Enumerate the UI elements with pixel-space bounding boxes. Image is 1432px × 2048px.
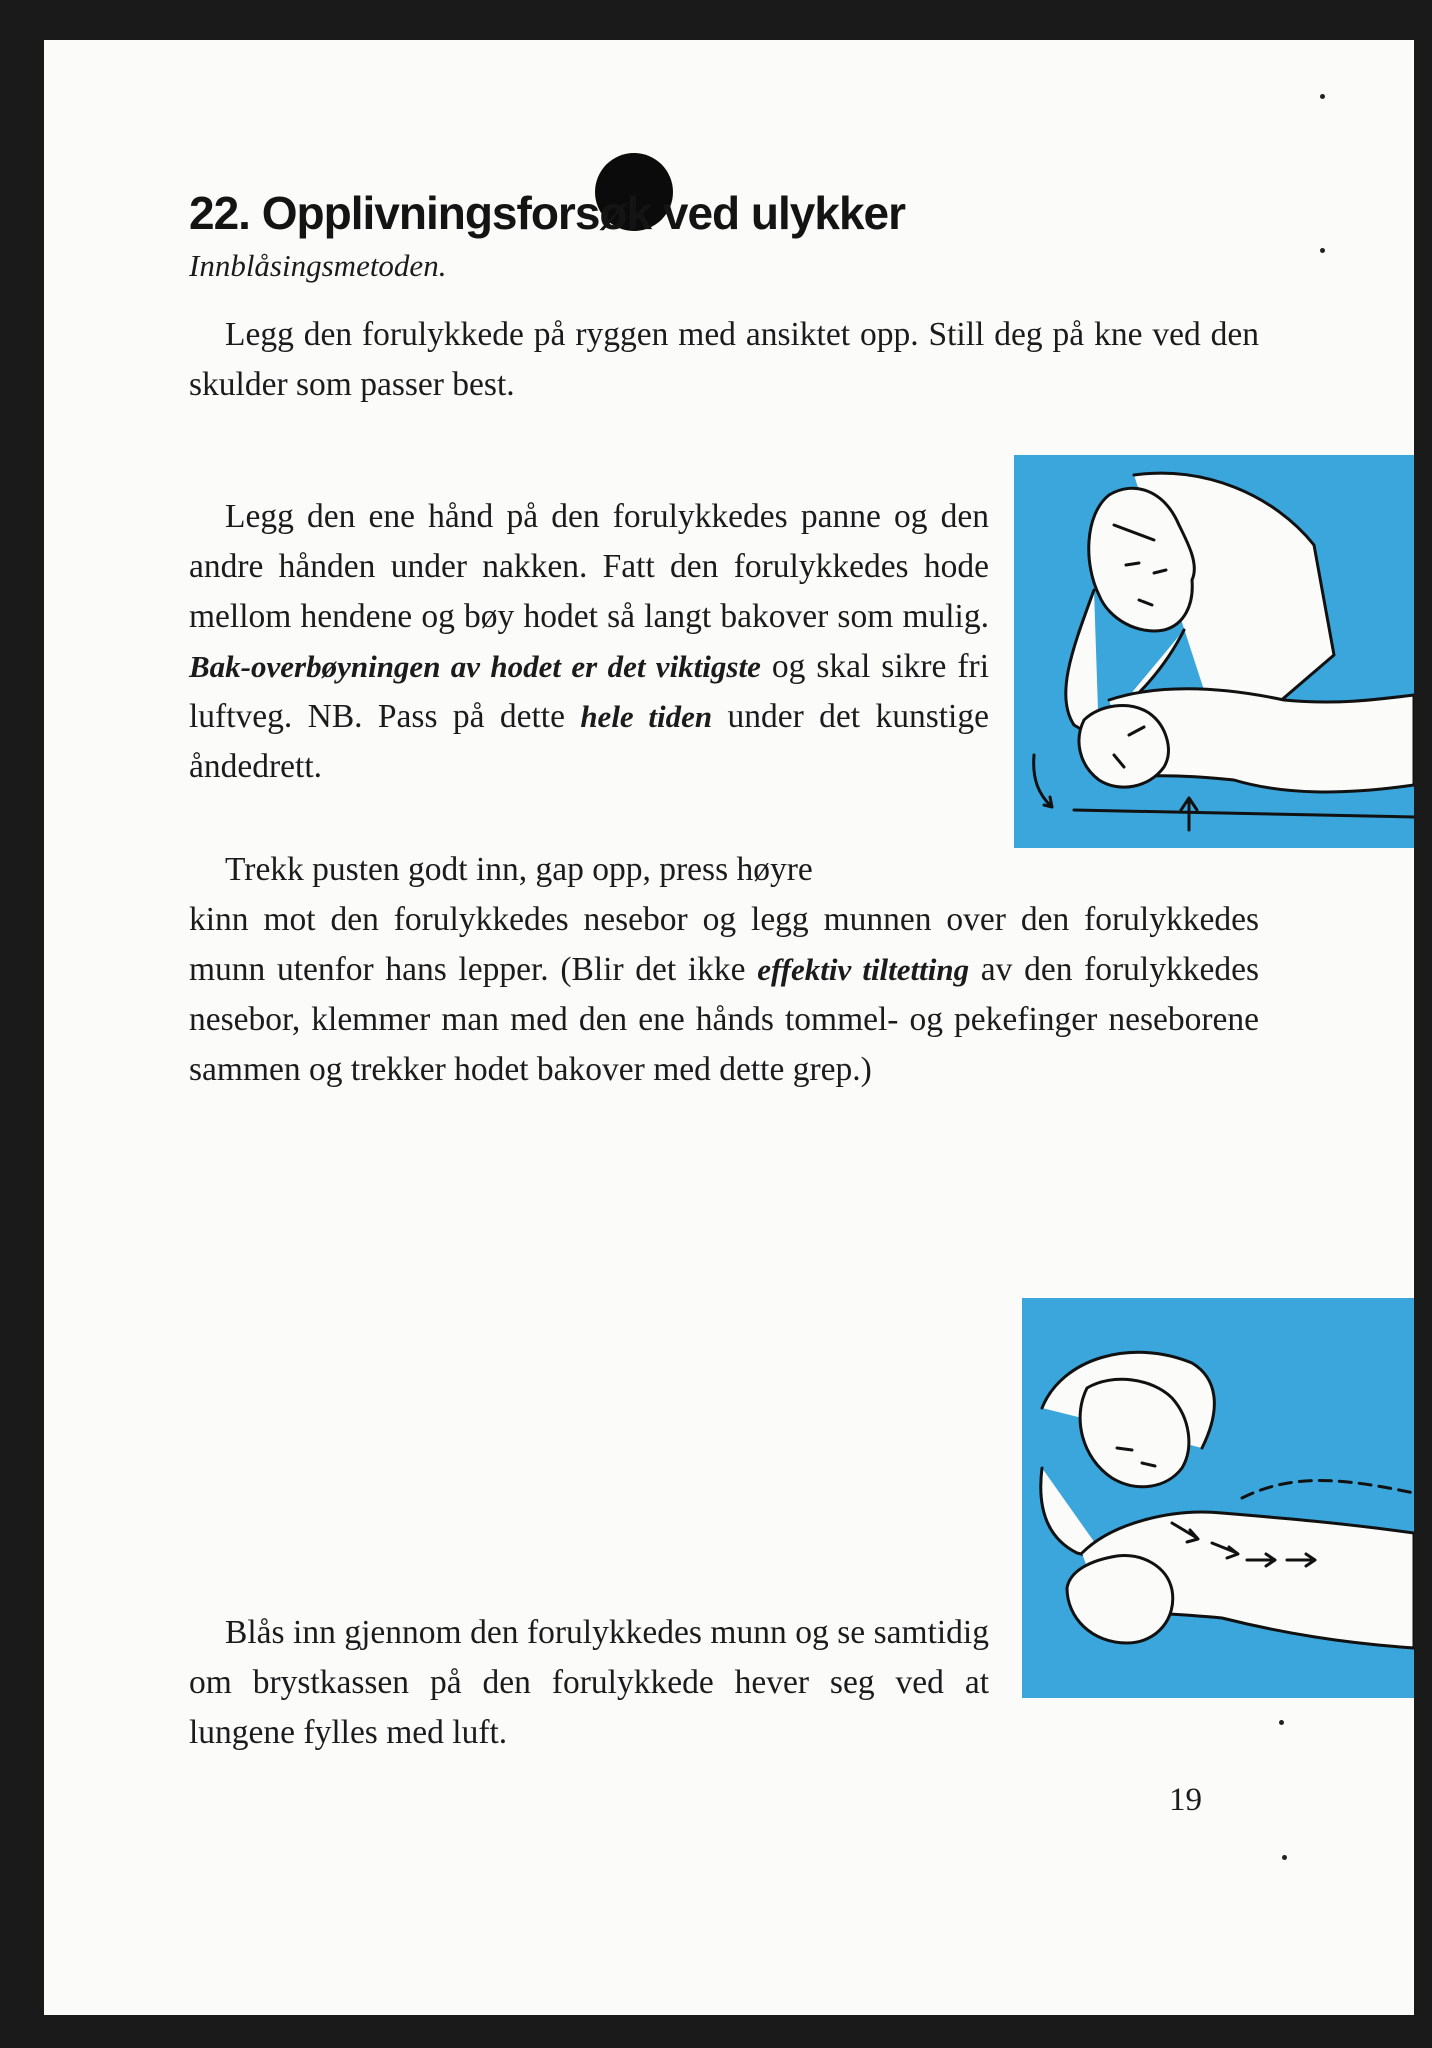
speck	[1320, 248, 1325, 253]
paragraph-lead: Trekk pusten godt inn, gap opp, press høyre	[225, 851, 813, 888]
mouth-to-mouth-drawing	[1022, 1298, 1414, 1698]
speck	[1279, 1720, 1284, 1725]
paragraph-text: og skal sikre fri luftveg. NB. Pass på dette	[189, 648, 990, 735]
section-heading: 22. Opplivningsforsøk ved ulykker	[189, 187, 906, 239]
head-tilt-drawing	[1014, 455, 1414, 848]
paragraph-blow-in: Blås inn gjennom den forulykkedes munn og se samtidig om brystkassen på den forulykkede hever seg ved at lungene fylles med luft.	[189, 1614, 989, 1751]
method-subheading: Innblåsingsmetoden.	[189, 248, 447, 283]
paragraph-text: av den forulykkedes nesebor, klemmer man med den ene hånds tommel- og pekefinger neseborene sammen og trekker hodet bakover med dette grep.)	[189, 951, 1260, 1088]
speck	[1282, 1855, 1287, 1860]
emphasis-text: effektiv tiltetting	[757, 952, 970, 987]
document-page	[44, 40, 1414, 2015]
emphasis-text: Bak-overbøyningen av hodet er det viktigste	[189, 649, 761, 684]
page-number: 19	[1169, 1782, 1202, 1818]
emphasis-text: hele tiden	[580, 699, 713, 734]
paragraph-text: under det kunstige åndedrett.	[189, 698, 989, 785]
illustration-mouth-to-mouth	[1022, 1298, 1414, 1698]
paragraph-mouth-seal	[189, 845, 1259, 1095]
paragraph-text: kinn mot den forulykkedes nesebor og legg munnen over den forulykkedes munn utenfor hans lepper. (Blir det ikke	[189, 901, 1259, 988]
paragraph-head-tilt	[189, 492, 989, 792]
paragraph-text: Legg den ene hånd på den forulykkedes panne og den andre hånden under nakken. Fatt den forulykkedes hode mellom hendene og bøy hodet så langt bakover som mulig.	[189, 498, 989, 635]
speck	[1320, 94, 1325, 99]
illustration-head-tilt	[1014, 455, 1414, 848]
paragraph-position-patient: Legg den forulykkede på ryggen med ansiktet opp. Still deg på kne ved den skulder som passer best.	[189, 316, 1259, 403]
